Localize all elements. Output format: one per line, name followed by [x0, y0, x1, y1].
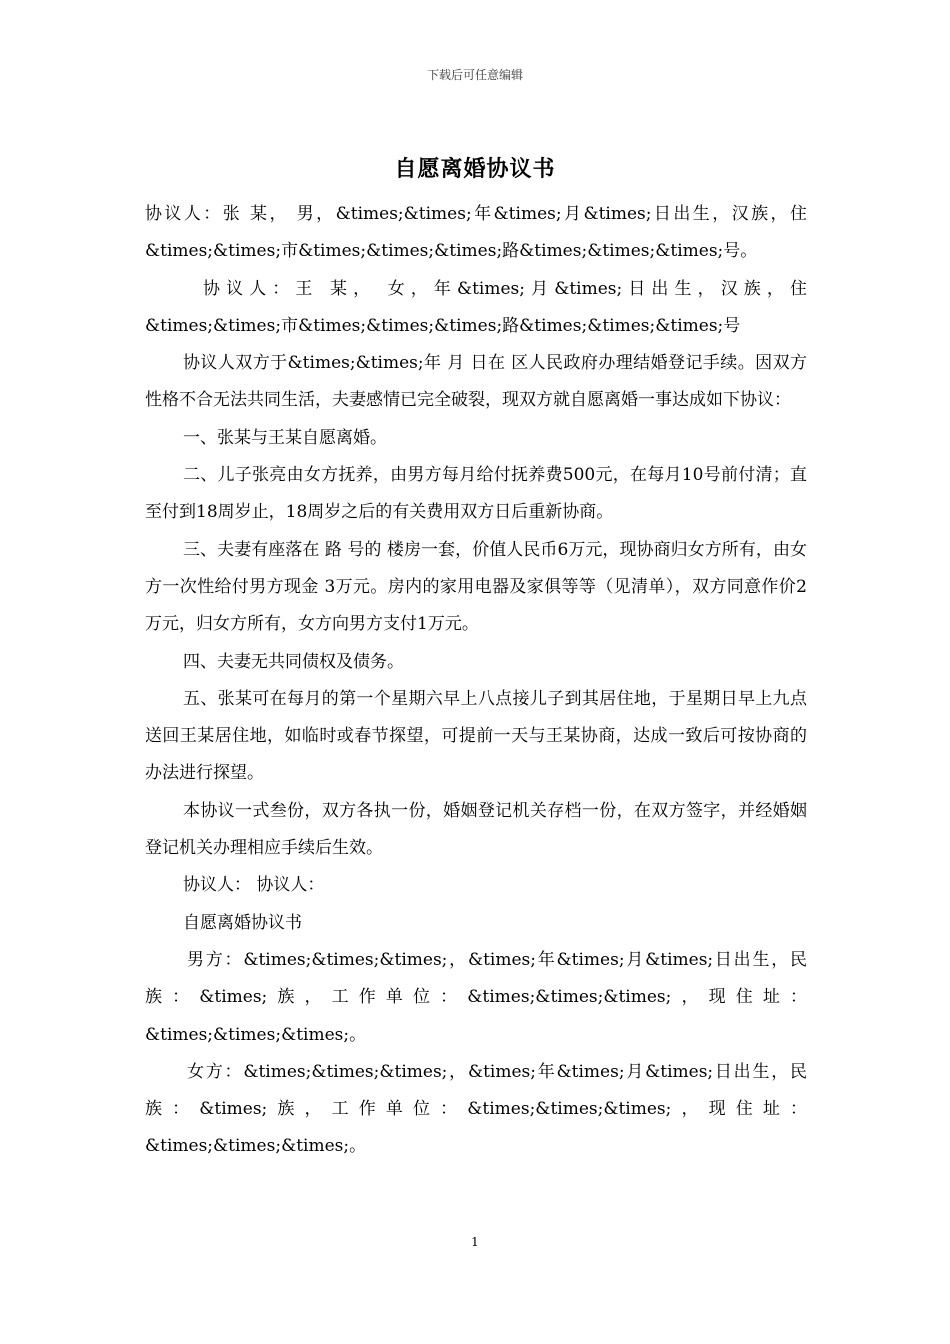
- preamble-paragraph: 协议人双方于&times;&times;年 月 日在 区人民政府办理结婚登记手续。因双方性格不合无法共同生活，夫妻感情已完全破裂，现双方就自愿离婚一事达成如下协议：: [145, 353, 807, 411]
- clause-2: 二、儿子张亮由女方抚养，由男方每月给付抚养费500元，在每月10号前付清；直至付到18周岁止，18周岁之后的有关费用双方日后重新协商。: [145, 465, 807, 523]
- party-b-paragraph: 协议人：王 某， 女，年&times;月&times;日出生，汉族，住&times;&times;市&times;&times;&times;路&times;&times;&times;号: [145, 278, 807, 336]
- clause-3: 三、夫妻有座落在 路 号的 楼房一套，价值人民币6万元，现协商归女方所有，由女方一次性给付男方现金 3万元。房内的家用电器及家俱等等（见清单），双方同意作价2万元，归女方所有，女方向男方支付1万元。: [145, 539, 807, 635]
- signature-line: 协议人： 协议人：: [183, 875, 325, 896]
- clause-1: 一、张某与王某自愿离婚。: [183, 427, 387, 448]
- second-title: 自愿离婚协议书: [183, 912, 302, 933]
- page-number: 1: [471, 1235, 479, 1249]
- party-a-paragraph: 协议人：张 某， 男，&times;&times;年&times;月&times;日出生，汉族，住&times;&times;市&times;&times;&times;路&times;&times;&times;号。: [145, 204, 807, 262]
- document-title: 自愿离婚协议书: [394, 156, 556, 182]
- male-party-paragraph: 男方：&times;&times;&times;，&times;年&times;月&times;日出生，民族：&times;族，工作单位：&times;&times;&times;，现住址：&times;&times;&times;。: [145, 949, 807, 1045]
- clause-4: 四、夫妻无共同债权及债务。: [183, 651, 404, 672]
- document-body: [145, 196, 807, 1166]
- female-party-paragraph: 女方：&times;&times;&times;，&times;年&times;月&times;日出生，民族：&times;族，工作单位：&times;&times;&times;，现住址：&times;&times;&times;。: [145, 1061, 807, 1157]
- page-header: 下载后可任意编辑: [426, 68, 523, 82]
- effectiveness-paragraph: 本协议一式叁份，双方各执一份，婚姻登记机关存档一份，在双方签字，并经婚姻登记机关办理相应手续后生效。: [145, 800, 807, 859]
- clause-5: 五、张某可在每月的第一个星期六早上八点接儿子到其居住地，于星期日早上九点送回王某居住地，如临时或春节探望，可提前一天与王某协商，达成一致后可按协商的办法进行探望。: [145, 688, 807, 784]
